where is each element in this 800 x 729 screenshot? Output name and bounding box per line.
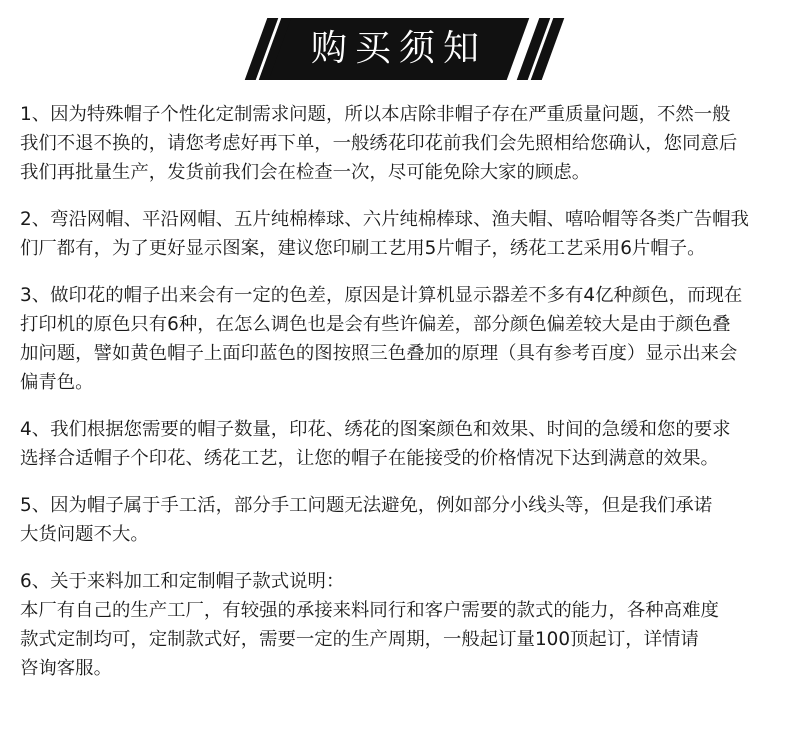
paragraph-line: 加问题，譬如黄色帽子上面印蓝色的图按照三色叠加的原理（具有参考百度）显示出来会 bbox=[20, 343, 738, 364]
notice-content bbox=[20, 100, 790, 701]
notice-paragraph-2 bbox=[20, 205, 790, 263]
notice-paragraph-5 bbox=[20, 491, 790, 549]
paragraph-line: 款式定制均可，定制款式好，需要一定的生产周期，一般起订量100顶起订，详情请 bbox=[20, 629, 699, 650]
paragraph-line: 我们不退不换的，请您考虑好再下单，一般绣花印花前我们会先照相给您确认，您同意后 bbox=[20, 133, 738, 154]
page-header bbox=[0, 18, 800, 80]
paragraph-line: 6、关于来料加工和定制帽子款式说明： bbox=[20, 571, 345, 592]
paragraph-line: 5、因为帽子属于手工活，部分手工问题无法避免，例如部分小线头等，但是我们承诺 bbox=[20, 495, 713, 516]
notice-paragraph-1 bbox=[20, 100, 790, 187]
page-title: 购买须知 bbox=[310, 28, 487, 69]
paragraph-line: 3、做印花的帽子出来会有一定的色差，原因是计算机显示器差不多有4亿种颜色，而现在 bbox=[20, 285, 743, 306]
notice-paragraph-6 bbox=[20, 567, 790, 683]
paragraph-line: 选择合适帽子个印花、绣花工艺，让您的帽子在能接受的价格情况下达到满意的效果。 bbox=[20, 448, 719, 469]
paragraph-line: 1、因为特殊帽子个性化定制需求问题，所以本店除非帽子存在严重质量问题，不然一般 bbox=[20, 104, 731, 125]
notice-paragraph-3 bbox=[20, 281, 790, 397]
paragraph-line: 我们再批量生产，发货前我们会在检查一次，尽可能免除大家的顾虑。 bbox=[20, 162, 591, 183]
paragraph-line: 偏青色。 bbox=[20, 372, 94, 393]
notice-paragraph-4 bbox=[20, 415, 790, 473]
paragraph-line: 打印机的原色只有6种，在怎么调色也是会有些许偏差，部分颜色偏差较大是由于颜色叠 bbox=[20, 314, 731, 335]
paragraph-line: 2、弯沿网帽、平沿网帽、五片纯棉棒球、六片纯棉棒球、渔夫帽、嘻哈帽等各类广告帽我 bbox=[20, 209, 749, 230]
paragraph-line: 大货问题不大。 bbox=[20, 524, 149, 545]
paragraph-line: 4、我们根据您需要的帽子数量，印花、绣花的图案颜色和效果、时间的急缓和您的要求 bbox=[20, 419, 731, 440]
paragraph-line: 咨询客服。 bbox=[20, 658, 112, 679]
paragraph-line: 本厂有自己的生产工厂，有较强的承接来料同行和客户需要的款式的能力，各种高难度 bbox=[20, 600, 719, 621]
paragraph-line: 们厂都有，为了更好显示图案，建议您印刷工艺用5片帽子，绣花工艺采用6片帽子。 bbox=[20, 238, 706, 259]
